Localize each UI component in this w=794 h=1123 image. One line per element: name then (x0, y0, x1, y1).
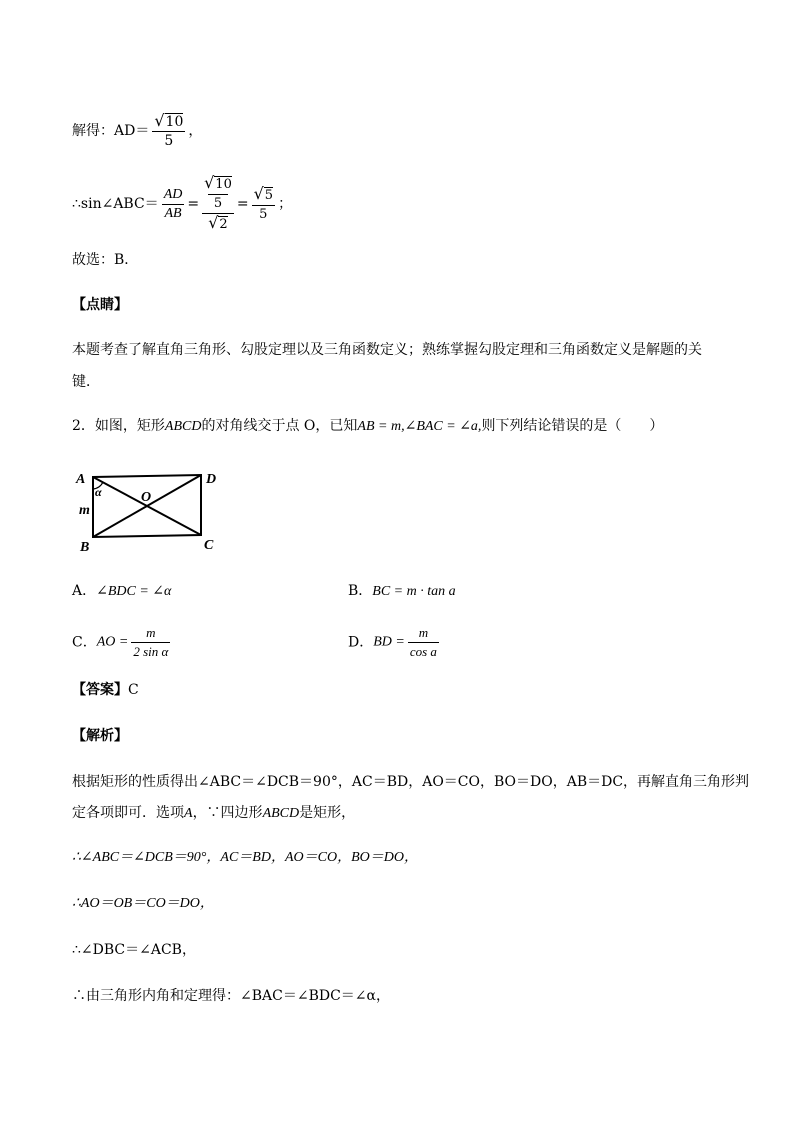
analysis-line-2d: ABCD (262, 806, 300, 821)
label-A: A (76, 472, 86, 487)
label-B: B (80, 540, 90, 555)
option-c-num: m (131, 624, 170, 643)
label-O: O (141, 490, 152, 505)
label-m: m (79, 503, 90, 518)
ad-suffix: ， (188, 123, 203, 139)
result-numerator: 5 (264, 187, 274, 203)
q2-prefix: 2．如图，矩形 (72, 418, 165, 434)
analysis-line-2c: ，∵四边形 (192, 805, 263, 821)
option-d-label: D． (348, 634, 374, 651)
q2-abcd: ABCD (164, 419, 202, 434)
step-4: ∴由三角形内角和定理得：∠BAC＝∠BDC＝∠α， (72, 988, 390, 1004)
inner-numerator: 10 (215, 177, 232, 192)
sin-abc-line (72, 174, 292, 234)
option-a-label: A． (72, 583, 97, 599)
label-C: C (204, 538, 214, 553)
analysis-line-2b: A (184, 806, 193, 821)
comment-line-2: 键． (72, 374, 100, 390)
frac-ad: AD (162, 186, 185, 205)
option-d (348, 624, 442, 661)
equals-sign: = (187, 196, 200, 212)
option-c-den: 2 sin α (133, 644, 169, 659)
option-b-label: B． (348, 583, 373, 599)
option-a-expr: ∠BDC = ∠α (96, 584, 172, 599)
ad-over-ab-fraction (162, 186, 185, 223)
q2-suffix: 则下列结论错误的是（ ） (481, 418, 664, 434)
answer-value: C (128, 682, 139, 698)
q2-mid: 的对角线交于点 O，已知 (201, 418, 358, 434)
option-b-expr: BC = m · tan a (372, 584, 456, 599)
q2-condition: AB = m,∠BAC = ∠a, (357, 419, 482, 434)
equals-sign-2: = (236, 196, 249, 212)
question-2 (72, 416, 663, 437)
ad-fraction: $\frac{√10}{5}$ (154, 111, 184, 149)
outer-denominator: 2 (219, 217, 228, 232)
solve-prefix: 解得：AD＝ (72, 123, 150, 139)
answer-line (72, 680, 139, 700)
frac-ab: AB (164, 205, 182, 221)
step-1: ∴∠ABC＝∠DCB＝90°，AC＝BD，AO＝CO，BO＝DO， (72, 850, 418, 865)
analysis-line-1: 根据矩形的性质得出∠ABC＝∠DCB＝90°，AC＝BD，AO＝CO，BO＝DO，AB＝DC，再解直角三角形判 (72, 774, 750, 790)
solve-ad-line (72, 112, 202, 150)
ad-numerator: 10 (165, 114, 184, 130)
comment-line-1: 本题考查了解直角三角形、勾股定理以及三角函数定义；熟练掌握勾股定理和三角函数定义是解题的关 (72, 342, 702, 358)
diagonal-bd (93, 475, 201, 537)
label-D: D (206, 472, 217, 487)
inner-denominator: 5 (208, 194, 228, 213)
step-2: ∴AO＝OB＝CO＝DO， (72, 896, 214, 911)
option-c-label: C． (72, 634, 97, 651)
label-alpha: α (95, 485, 102, 499)
ad-denominator: 5 (164, 133, 174, 149)
option-d-fraction (408, 624, 439, 661)
choose-line: 故选：B． (72, 252, 139, 268)
sin-suffix: ； (278, 196, 293, 212)
option-a (72, 581, 171, 602)
analysis-label: 【解析】 (72, 728, 128, 744)
step-3: ∴∠DBC＝∠ACB， (72, 942, 196, 958)
dianjing-label: 【点睛】 (72, 297, 128, 313)
analysis-line-2a: 定各项即可．选项 (72, 805, 184, 821)
rectangle-figure (70, 465, 240, 555)
option-c (72, 624, 173, 661)
option-c-lhs: AO = (96, 634, 129, 650)
analysis-line-2 (72, 803, 355, 824)
option-d-num: m (408, 624, 439, 643)
analysis-line-2e: 是矩形， (299, 805, 356, 821)
answer-label: 【答案】 (72, 682, 128, 698)
result-denominator: 5 (259, 206, 268, 222)
nested-fraction: √10 5 √2 (204, 173, 232, 232)
option-c-fraction (131, 624, 170, 661)
option-d-den: cos a (409, 644, 437, 659)
option-d-lhs: BD = (373, 634, 405, 650)
result-fraction: $\frac{√5}{5}$ (253, 183, 274, 222)
option-b (348, 581, 456, 602)
sin-prefix: ∴sin∠ABC＝ (72, 196, 159, 212)
